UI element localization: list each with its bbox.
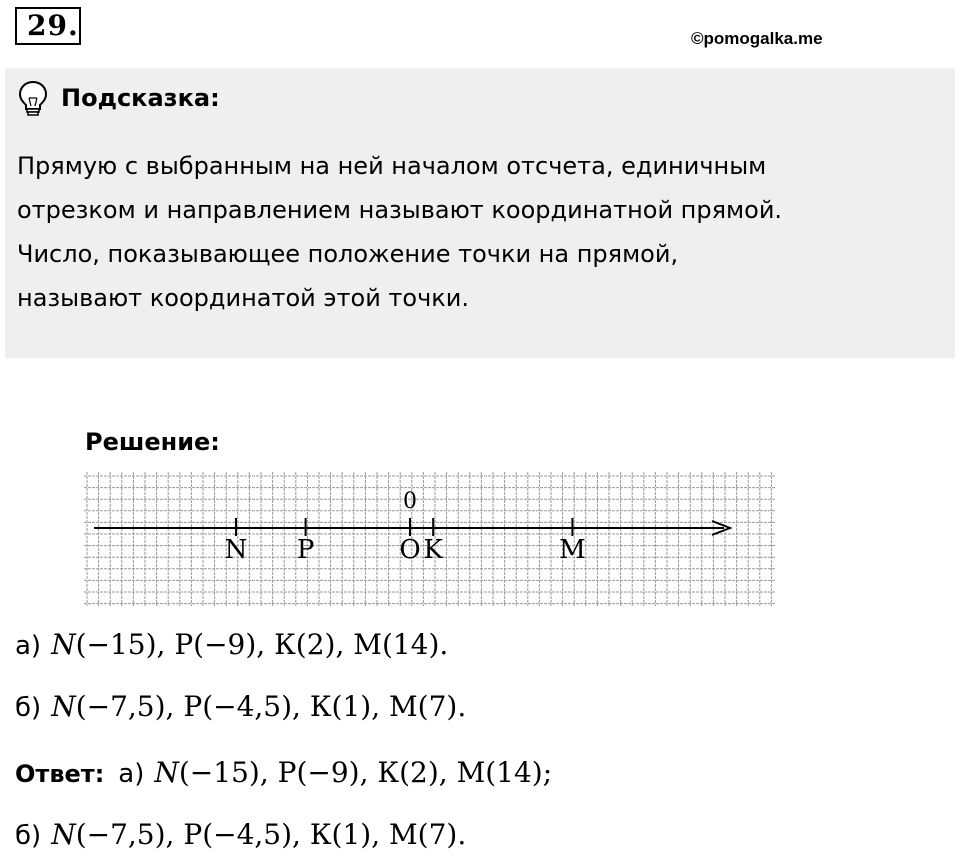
solution-line-b [15,690,466,723]
line-prefix: а) [15,631,42,661]
zero-label: 0 [403,489,417,514]
hint-line: отрезком и направлением называют координатной прямой. [17,196,783,224]
separator: . [457,818,467,851]
point-coordinate: (−9) [296,756,360,789]
separator: , [156,628,166,661]
point-letter: К [274,628,296,661]
point-letter: N [154,756,179,789]
point-letter: Р [174,628,194,661]
answer-line-a [15,756,552,789]
point-letter: М [456,756,486,789]
solution-line-a [15,628,448,661]
point-coordinate: (−7,5) [75,690,166,723]
point-letter: N [51,690,76,723]
point-coordinate: (−4,5) [202,818,293,851]
answer-line-b [15,818,466,851]
separator: , [256,628,266,661]
point-coordinate: (14) [485,756,543,789]
point-label: P [296,535,315,565]
hint-title: Подсказка: [61,84,220,112]
point-letter: Р [183,690,203,723]
point-coordinate: (2) [295,628,336,661]
point-coordinate: (−15) [178,756,260,789]
separator: , [292,690,301,723]
separator: , [165,818,175,851]
point-letter: Р [277,756,297,789]
point-label: M [559,535,586,565]
coordinates-expression [51,818,466,851]
point-coordinate: (7) [417,818,458,851]
point-coordinate: (2) [399,756,439,789]
coordinates-expression [51,628,448,661]
separator: ; [542,756,553,789]
solution-label: Решение: [85,428,220,456]
separator: , [165,690,175,723]
coordinates-expression [51,690,466,723]
point-coordinate: (−7,5) [75,818,166,851]
point-coordinate: (−4,5) [202,690,293,723]
point-letter: N [51,628,76,661]
separator: , [335,628,345,661]
point-label: O [399,535,421,565]
point-letter: К [377,756,400,789]
hint-line: Прямую с выбранным на ней началом отсчета, единичным [17,152,767,180]
line-prefix: б) [15,693,42,723]
hint-line: Число, показывающее положение точки на прямой, [17,240,679,268]
point-coordinate: (1) [331,818,372,851]
hint-line: называют координатой этой точки. [17,284,469,312]
separator: , [292,818,301,851]
separator: , [438,756,448,789]
line-prefix: а) [118,759,145,789]
point-coordinate: (7) [417,690,458,723]
point-coordinate: (−9) [193,628,257,661]
separator: . [457,690,467,723]
point-coordinate: (14) [381,628,440,661]
watermark: ©pomogalka.me [691,29,823,48]
point-letter: Р [183,818,203,851]
point-label: N [224,535,248,565]
point-label: K [423,535,443,565]
point-letter: М [389,690,418,723]
hint-header [17,80,220,116]
separator: . [439,628,449,661]
coordinates-expression [154,756,552,789]
point-letter: М [353,628,382,661]
separator: , [371,818,381,851]
lightbulb-icon [17,80,49,116]
separator: , [371,690,381,723]
hint-text [17,144,947,320]
point-letter: К [309,690,332,723]
problem-number: 29. [15,7,81,45]
hint-box [5,68,955,358]
point-coordinate: (1) [331,690,372,723]
point-coordinate: (−15) [75,628,157,661]
coordinate-line-figure [84,472,780,606]
separator: , [359,756,369,789]
point-letter: М [389,818,418,851]
answer-label: Ответ: [15,760,105,788]
separator: , [259,756,269,789]
point-letter: N [51,818,76,851]
line-prefix: б) [15,821,42,851]
point-letter: К [309,818,332,851]
